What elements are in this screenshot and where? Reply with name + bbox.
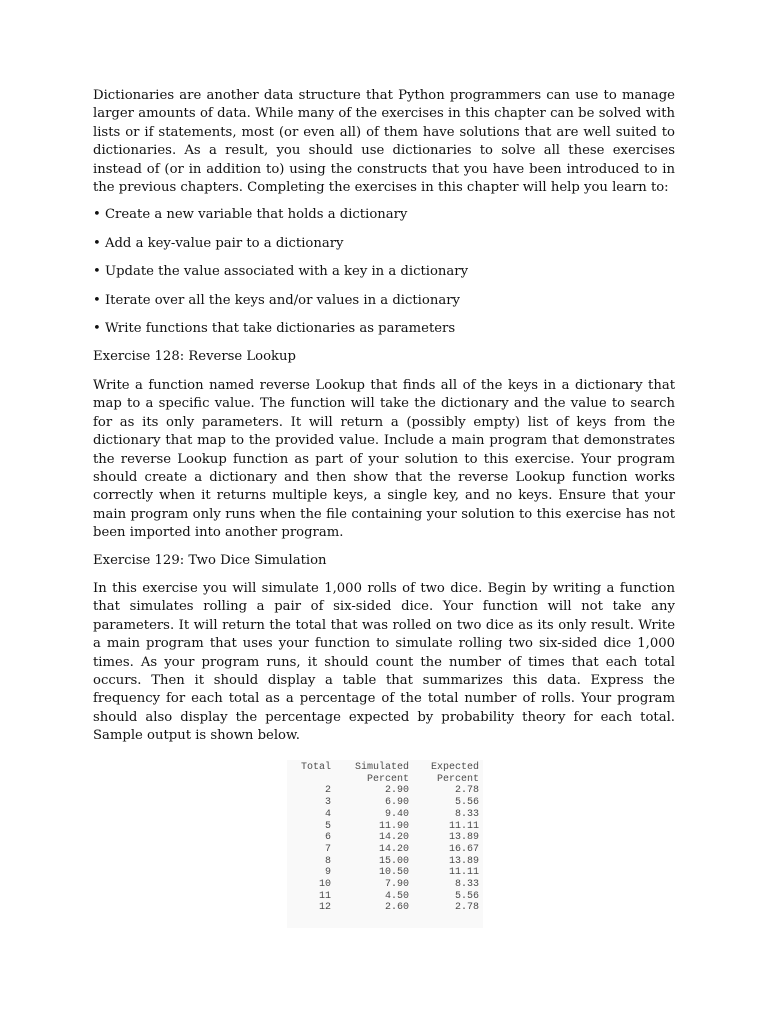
- header-expected: Expected: [430, 762, 479, 773]
- total-cell: 8: [324, 855, 331, 867]
- table-row: [293, 785, 479, 797]
- expected-cell: 8.33: [454, 808, 479, 820]
- simulated-cell: 2.60: [384, 902, 409, 914]
- exercise-129-heading: Exercise 129: Two Dice Simulation: [93, 552, 327, 568]
- total-cell: 7: [324, 843, 331, 855]
- exercise-128-body: Write a function named reverse Lookup that finds all of the keys in a dictionary that map to a specific value. The function will take the dictionary and the value to search for as its only parameters. It will return a (possibly empty) list of keys from the dictionary that map to the provided value. Include a main program that demonstrates the reverse Lookup function as part of your solution to this exercise. Your program should create a dictionary and then show that the reverse Lookup function works correctly when it returns multiple keys, a single key, and no keys. Ensure that your main program only runs when the file containing your solution to this exercise has not been imported into another program.: [93, 377, 675, 541]
- bullet-item: • Add a key-value pair to a dictionary: [93, 235, 344, 251]
- expected-cell: 16.67: [448, 843, 479, 855]
- sample-output-grid: [293, 762, 479, 914]
- header-blank: [293, 774, 331, 786]
- expected-cell: 11.11: [448, 820, 479, 832]
- total-cell: 12: [318, 902, 331, 914]
- expected-cell: 2.78: [454, 785, 479, 797]
- simulated-cell: 6.90: [384, 797, 409, 809]
- expected-cell: 11.11: [448, 867, 479, 879]
- header-simulated-percent: Percent: [366, 773, 409, 785]
- total-cell: 5: [324, 820, 331, 832]
- total-cell: 11: [318, 890, 331, 902]
- expected-cell: 2.78: [454, 902, 479, 914]
- simulated-cell: 14.20: [378, 843, 409, 855]
- total-cell: 9: [324, 867, 331, 879]
- bullet-item: • Write functions that take dictionaries as parameters: [93, 321, 456, 337]
- simulated-cell: 14.20: [378, 832, 409, 844]
- expected-cell: 5.56: [454, 797, 479, 809]
- total-cell: 4: [324, 808, 331, 820]
- table-header-row: [293, 774, 479, 786]
- simulated-cell: 10.50: [378, 867, 409, 879]
- document-page: [93, 87, 675, 746]
- simulated-cell: 4.50: [384, 890, 409, 902]
- simulated-cell: 9.40: [384, 808, 409, 820]
- table-row: [293, 821, 479, 833]
- expected-cell: 5.56: [454, 890, 479, 902]
- header-expected-percent: Percent: [436, 773, 479, 785]
- total-cell: 6: [324, 832, 331, 844]
- expected-cell: 8.33: [454, 879, 479, 891]
- bullet-item: • Update the value associated with a key in a dictionary: [93, 264, 469, 280]
- table-row: [293, 797, 479, 809]
- simulated-cell: 7.90: [384, 879, 409, 891]
- total-cell: 2: [324, 785, 331, 797]
- expected-cell: 13.89: [448, 832, 479, 844]
- table-row: [293, 867, 479, 879]
- total-cell: 10: [318, 879, 331, 891]
- header-simulated: Simulated: [354, 762, 409, 773]
- intro-paragraph: Dictionaries are another data structure that Python programmers can use to manage larger amounts of data. While many of the exercises in this chapter can be solved with lists or if statements, most (or even all) of them have solutions that are well suited to dictionaries. As a result, you should use dictionaries to solve all these exercises instead of (or in addition to) using the constructs that you have been introduced to in the previous chapters. Completing the exercises in this chapter will help you learn to:: [93, 88, 675, 196]
- total-cell: 3: [324, 797, 331, 809]
- bullet-item: • Iterate over all the keys and/or values in a dictionary: [93, 292, 460, 308]
- exercise-128-heading: Exercise 128: Reverse Lookup: [93, 349, 296, 365]
- table-row: [293, 809, 479, 821]
- table-row: [293, 902, 479, 914]
- table-row: [293, 879, 479, 891]
- table-row: [293, 891, 479, 903]
- sample-output-table: [287, 760, 483, 928]
- simulated-cell: 15.00: [378, 855, 409, 867]
- bullet-item: • Create a new variable that holds a dictionary: [93, 207, 408, 223]
- exercise-129-body: In this exercise you will simulate 1,000 rolls of two dice. Begin by writing a function that simulates rolling a pair of six-sided dice. Your function will not take any parameters. It will return the total that was rolled on two dice as its only result. Write a main program that uses your function to simulate rolling two six-sided dice 1,000 times. As your program runs, it should count the number of times that each total occurs. Then it should display a table that summarizes this data. Express the frequency for each total as a percentage of the total number of rolls. Your program should also display the percentage expected by probability theory for each total. Sample output is shown below.: [93, 580, 675, 744]
- table-row: [293, 844, 479, 856]
- header-total: Total: [300, 762, 331, 773]
- table-header-row: [293, 762, 479, 774]
- table-row: [293, 856, 479, 868]
- table-row: [293, 832, 479, 844]
- simulated-cell: 11.90: [378, 820, 409, 832]
- expected-cell: 13.89: [448, 855, 479, 867]
- simulated-cell: 2.90: [384, 785, 409, 797]
